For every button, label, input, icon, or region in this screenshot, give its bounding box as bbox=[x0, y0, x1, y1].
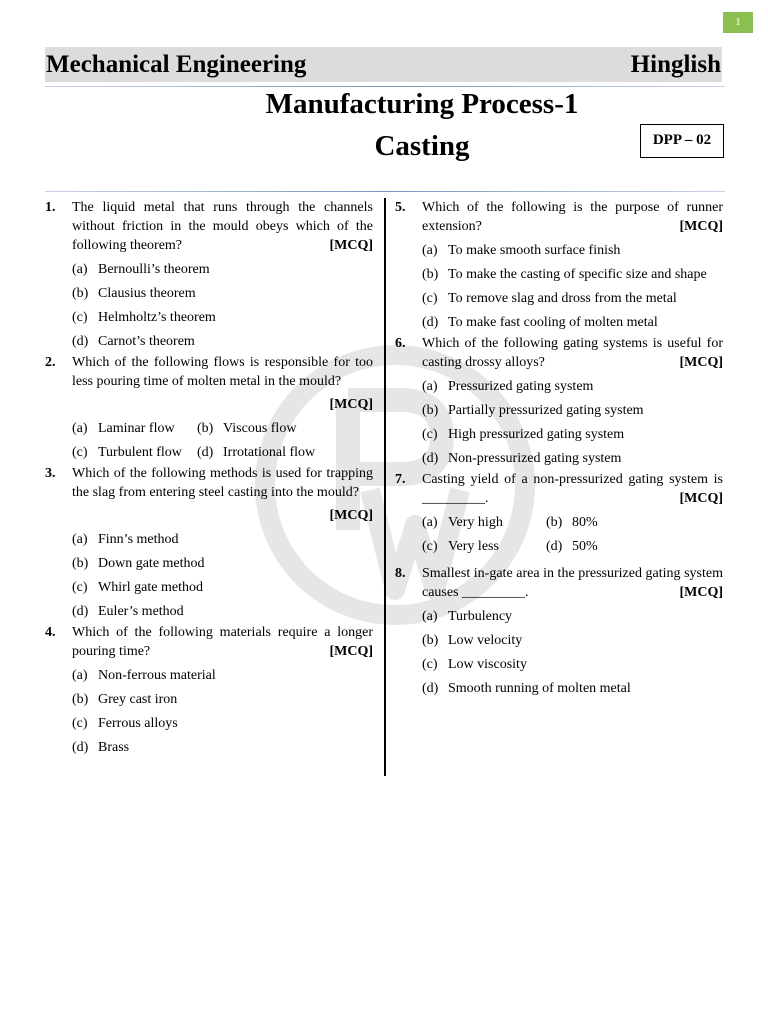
question-number: 5. bbox=[395, 200, 406, 215]
question-number: 7. bbox=[395, 472, 406, 487]
page-number: 1 bbox=[723, 12, 753, 33]
page-subtitle: Casting bbox=[374, 130, 470, 162]
mcq-tag: [MCQ] bbox=[329, 644, 373, 659]
option: (b) To make the casting of specific size and shape bbox=[422, 267, 707, 282]
option: (a) Finn’s method bbox=[72, 532, 179, 547]
mcq-tag: [MCQ] bbox=[679, 585, 723, 600]
language-label: Hinglish bbox=[630, 50, 721, 78]
title-rule bbox=[45, 191, 725, 192]
mcq-tag: [MCQ] bbox=[329, 397, 373, 412]
question-text: Which of the following materials require a longer pouring time? bbox=[72, 625, 373, 659]
dpp-badge: DPP – 02 bbox=[640, 124, 724, 158]
question-number: 3. bbox=[45, 466, 56, 481]
subject-title: Mechanical Engineering bbox=[46, 50, 307, 78]
option: (c) To remove slag and dross from the metal bbox=[422, 291, 677, 306]
left-column bbox=[45, 198, 373, 759]
option: (c) Low viscosity bbox=[422, 657, 527, 672]
question-7 bbox=[395, 470, 723, 556]
option-row: (c) Turbulent flow (d) Irrotational flow bbox=[72, 445, 316, 460]
question-8 bbox=[395, 564, 723, 698]
option: (d) Euler’s method bbox=[72, 604, 184, 619]
question-text: Which of the following is the purpose of runner extension? bbox=[422, 200, 723, 234]
question-6 bbox=[395, 334, 723, 468]
question-text: The liquid metal that runs through the channels without friction in the mould obeys which of the following theorem? bbox=[72, 200, 373, 253]
mcq-tag: [MCQ] bbox=[679, 491, 723, 506]
option: (a) Non-ferrous material bbox=[72, 668, 216, 683]
mcq-tag: [MCQ] bbox=[329, 508, 373, 523]
option: (b) Down gate method bbox=[72, 556, 205, 571]
option: (b) Grey cast iron bbox=[72, 692, 178, 707]
question-text: Casting yield of a non-pressurized gating system is _________. bbox=[422, 472, 723, 506]
question-3 bbox=[45, 464, 373, 621]
question-text: Which of the following gating systems is useful for casting drossy alloys? bbox=[422, 336, 723, 370]
option: (d) Carnot’s theorem bbox=[72, 334, 195, 349]
question-number: 2. bbox=[45, 355, 56, 370]
option: (b) Low velocity bbox=[422, 633, 523, 648]
option: (c) Helmholtz’s theorem bbox=[72, 310, 216, 325]
option-row: (a) Laminar flow (b) Viscous flow bbox=[72, 421, 297, 436]
mcq-tag: [MCQ] bbox=[679, 219, 723, 234]
question-1 bbox=[45, 198, 373, 351]
option: (c) High pressurized gating system bbox=[422, 427, 625, 442]
question-number: 4. bbox=[45, 625, 56, 640]
option-row: (a) Very high (b) 80% bbox=[422, 515, 598, 530]
option-row: (c) Very less (d) 50% bbox=[422, 539, 598, 554]
question-4 bbox=[45, 623, 373, 757]
option: (d) Brass bbox=[72, 740, 130, 755]
question-text: Which of the following methods is used for trapping the slag from entering steel casting into the mould? bbox=[72, 466, 373, 500]
option: (a) Bernoulli’s theorem bbox=[72, 262, 210, 277]
option: (d) Smooth running of molten metal bbox=[422, 681, 631, 696]
option: (a) Pressurized gating system bbox=[422, 379, 594, 394]
option: (b) Partially pressurized gating system bbox=[422, 403, 644, 418]
option: (b) Clausius theorem bbox=[72, 286, 196, 301]
option: (c) Ferrous alloys bbox=[72, 716, 178, 731]
column-divider bbox=[384, 198, 386, 776]
question-number: 8. bbox=[395, 566, 406, 581]
question-text: Which of the following flows is responsible for too less pouring time of molten metal in the mould? bbox=[72, 355, 373, 389]
option: (a) To make smooth surface finish bbox=[422, 243, 621, 258]
mcq-tag: [MCQ] bbox=[679, 355, 723, 370]
right-column bbox=[395, 198, 723, 700]
question-number: 1. bbox=[45, 200, 56, 215]
header-bar bbox=[45, 47, 722, 82]
option: (d) Non-pressurized gating system bbox=[422, 451, 622, 466]
option: (d) To make fast cooling of molten metal bbox=[422, 315, 658, 330]
option: (a) Turbulency bbox=[422, 609, 513, 624]
page-title: Manufacturing Process-1 bbox=[265, 88, 579, 120]
option: (c) Whirl gate method bbox=[72, 580, 203, 595]
question-text: Smallest in-gate area in the pressurized gating system causes _________. bbox=[422, 566, 723, 600]
question-5 bbox=[395, 198, 723, 332]
question-number: 6. bbox=[395, 336, 406, 351]
header-rule bbox=[45, 86, 725, 87]
mcq-tag: [MCQ] bbox=[329, 238, 373, 253]
question-2 bbox=[45, 353, 373, 462]
